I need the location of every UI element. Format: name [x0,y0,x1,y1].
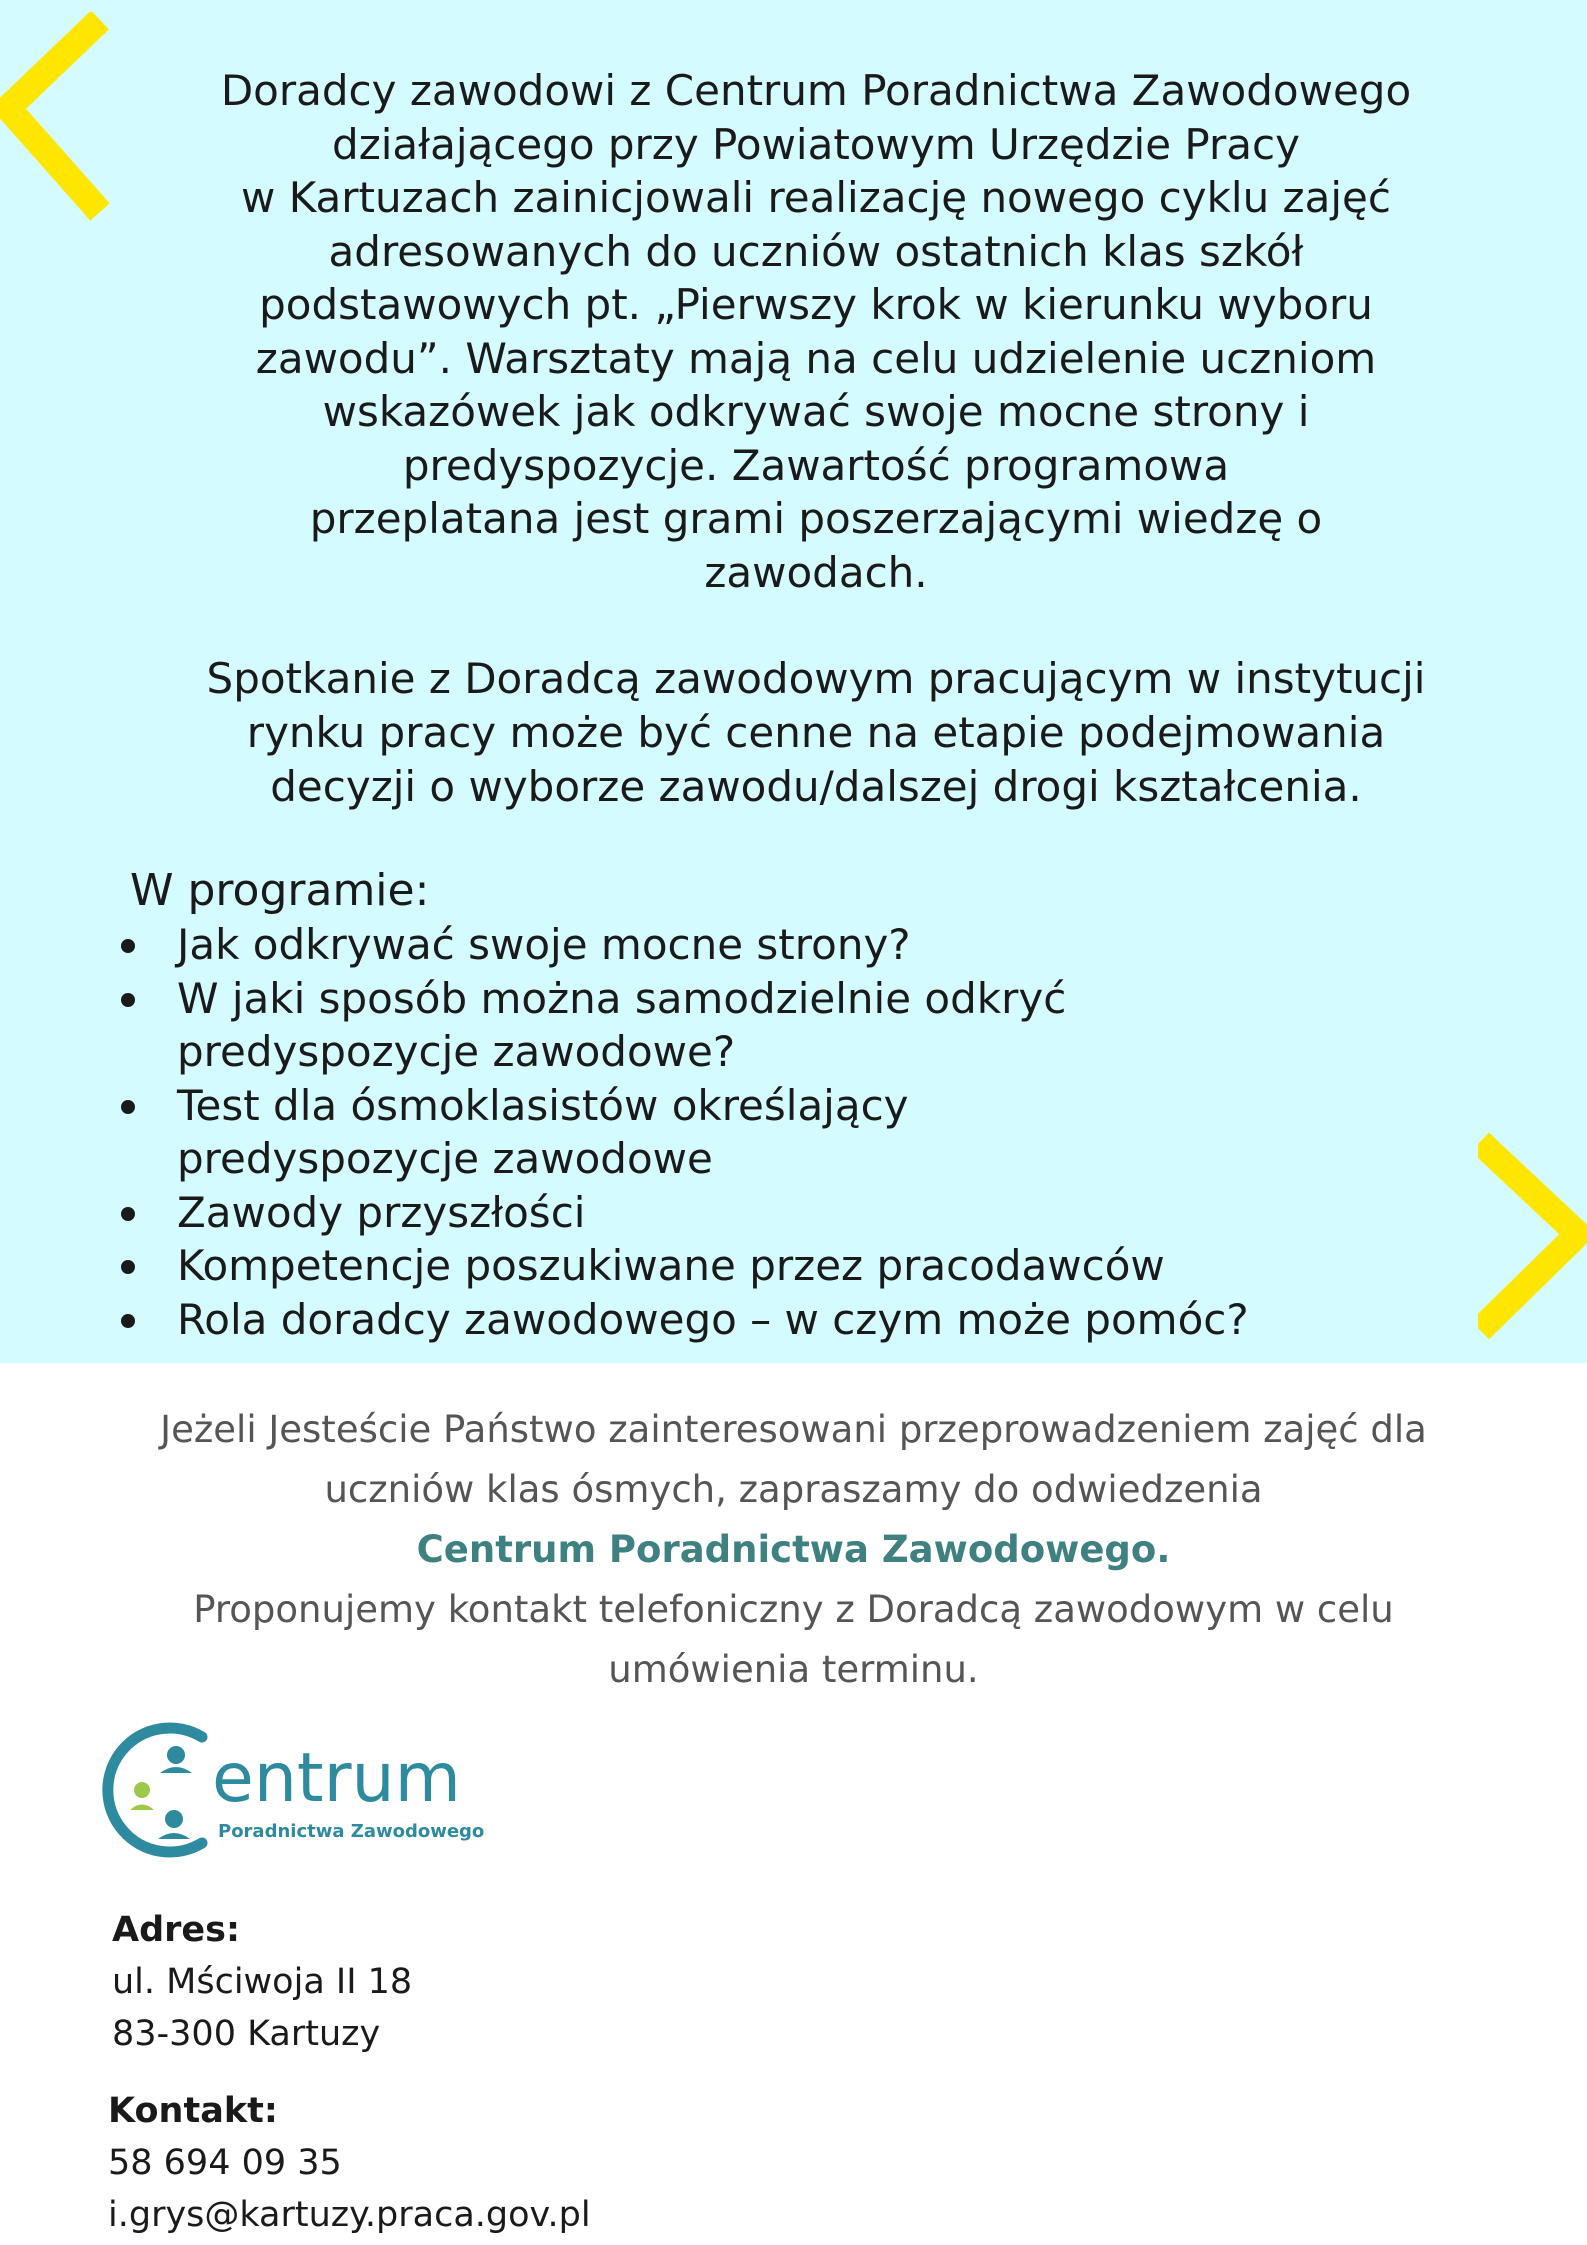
logo-person-top-body-icon [160,1767,192,1773]
yellow-chevron-right-decoration [1478,1130,1587,1345]
program-item-text: Zawody przyszłości [177,1187,586,1237]
invitation-line: umówienia terminu. [608,1648,979,1691]
intro-paragraph [100,64,1532,599]
intro-line: wskazówek jak odkrywać swoje mocne strony i [322,387,1310,436]
invitation-line: Jeżeli Jesteście Państwo zainteresowani przeprowadzeniem zajęć dla [160,1408,1427,1451]
yellow-chevron-left-decoration [0,12,110,227]
logo-subtitle: Poradnictwa Zawodowego [218,1821,485,1842]
contact-email: i.grys@kartuzy.praca.gov.pl [108,2195,591,2235]
bullet-icon [121,1207,135,1221]
meeting-paragraph [100,652,1532,814]
bullet-icon [121,993,135,1007]
centrum-logo [90,1715,510,1870]
program-item [112,918,1492,972]
contact-label: Kontakt: [108,2091,278,2131]
centre-name-highlight: Centrum Poradnictwa Zawodowego. [416,1528,1171,1571]
logo-person-left-body-icon [130,1805,154,1811]
contact-block [108,2085,591,2241]
intro-line: zawodu”. Warsztaty mają na celu udzielenie uczniom [255,333,1377,383]
invitation-line: uczniów klas ósmych, zapraszamy do odwiedzenia [324,1468,1263,1511]
program-heading: W programie: [130,865,430,916]
address-block [112,1904,412,2060]
bullet-icon [121,939,135,953]
program-item [112,972,1492,1079]
meeting-line: rynku pracy może być cenne na etapie podejmowania [246,708,1386,757]
bullet-icon [121,1100,135,1114]
program-item-text: predyspozycje zawodowe? [177,1027,736,1076]
intro-line: w Kartuzach zainicjowali realizację nowego cyklu zajęć [241,173,1391,222]
intro-line: predyspozycje. Zawartość programowa [402,440,1230,490]
intro-line: Doradcy zawodowi z Centrum Poradnictwa Zawodowego [220,66,1412,115]
meeting-line: Spotkanie z Doradcą zawodowym pracującym w instytucji [206,654,1426,703]
program-item-text: Rola doradcy zawodowego – w czym może pomóc? [177,1294,1249,1344]
address-city: 83-300 Kartuzy [112,2014,381,2054]
program-item-text: predyspozycje zawodowe [177,1134,713,1183]
program-item-text: Test dla ósmoklasistów określający [177,1080,909,1130]
program-item [112,1079,1492,1186]
logo-person-top-icon [167,1746,185,1764]
bullet-icon [121,1314,135,1328]
logo-person-bottom-body-icon [158,1833,190,1839]
contact-phone: 58 694 09 35 [108,2143,342,2183]
program-item-text: Kompetencje poszukiwane przez pracodawców [177,1241,1165,1290]
invitation-line: Proponujemy kontakt telefoniczny z Doradcą zawodowym w celu [193,1588,1394,1631]
bullet-icon [121,1260,135,1274]
address-label: Adres: [112,1910,240,1950]
program-item [112,1239,1492,1293]
program-item [112,1293,1492,1347]
intro-line: przeplatana jest grami poszerzającymi wiedzę o [309,494,1323,543]
intro-line: podstawowych pt. „Pierwszy krok w kierunku wyboru [259,280,1373,329]
logo-person-bottom-icon [165,1810,183,1828]
program-item-text: W jaki sposób można samodzielnie odkryć [177,973,1067,1023]
intro-line: działającego przy Powiatowym Urzędzie Pracy [332,119,1300,169]
meeting-line: decyzji o wyborze zawodu/dalszej drogi kształcenia. [270,762,1362,811]
logo-wordmark: entrum [212,1739,461,1818]
program-item [112,1186,1492,1240]
logo-person-left-icon [134,1782,150,1798]
program-item-text: Jak odkrywać swoje mocne strony? [177,920,911,969]
intro-line: adresowanych do uczniów ostatnich klas szkół [328,226,1304,276]
program-list [112,918,1492,1346]
invitation-paragraph [40,1400,1547,1700]
logo-c-ring-icon [108,1728,202,1852]
address-street: ul. Mściwoja II 18 [112,1962,413,2002]
intro-line: zawodach. [704,547,928,597]
